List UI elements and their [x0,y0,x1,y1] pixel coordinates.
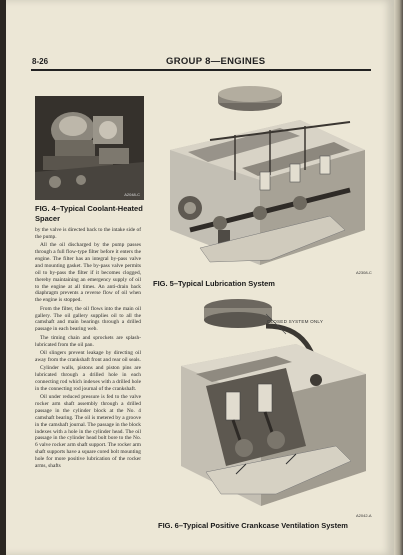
fig6-callout-label: CLOSED SYSTEM ONLY [267,319,324,324]
fig6-caption: FIG. 6–Typical Positive Crankcase Ventilation System [158,521,348,530]
fig4-caption [35,204,147,223]
group-title: GROUP 8—ENGINES [166,56,266,67]
body-text-column [35,227,141,471]
fig6-illustration [166,296,381,518]
fig6-id-code: A2042-A [356,513,372,518]
fig4-id-code: A2048-C [124,192,140,197]
page-edge-shadow [394,0,403,555]
fig5-caption: FIG. 5–Typical Lubrication System [153,279,275,288]
body-paragraph: Oil under reduced pressure is fed to the valve rocker arm shaft assembly through a drilled passage in the cylinder block at the No. 4 camshaft bearing. The oil is metered by a groove in the camshaft journal. The passage in the block indexes with a hole in the cylinder head. The oil passage in the cylinder head bolt bore to the No. 6 valve rocker arm shaft support. The rocker arm shaft supports have a square cored bolt mounting hole for more positive lubrication of the rocker arms, shafts [35,394,141,469]
body-paragraph: Oil slingers prevent leakage by directing oil away from the crankshaft front and rear oil seals. [35,349,141,363]
body-paragraph: All the oil discharged by the pump passes through a full flow-type filter before it enters the engine. The filter has an integral by-pass valve and mounting gasket. The by-pass valve permits oil to by-pass the filter if it becomes clogged, thereby maintaining an emergency supply of oil to the engine at all times. An anti-drain back diaphragm prevents a reverse flow of oil when the engine is stopped. [35,242,141,304]
fig4-photo [35,96,144,200]
body-paragraph: From the filter, the oil flows into the main oil gallery. The oil gallery supplies oil to all the camshaft and main bearings through a drilled passage in each bearing web. [35,305,141,333]
body-paragraph: Cylinder walls, pistons and piston pins are lubricated through a drilled hole in each connecting rod which indexes with a drilled hole in the connecting rod journal of the crankshaft. [35,365,141,392]
body-paragraph: by the valve is directed back to the intake side of the pump. [35,227,141,240]
page-number: 8-26 [32,57,49,66]
fig4-caption-line1: FIG. 4–Typical Coolant-Heated [35,204,143,213]
fig5-id-code: A2308-C [356,270,372,275]
body-paragraph: The timing chain and sprockets are splash-lubricated from the oil pan. [35,334,141,348]
fig4-caption-line2: Spacer [35,213,61,223]
fig5-illustration [150,80,382,275]
header-rule [31,69,371,71]
